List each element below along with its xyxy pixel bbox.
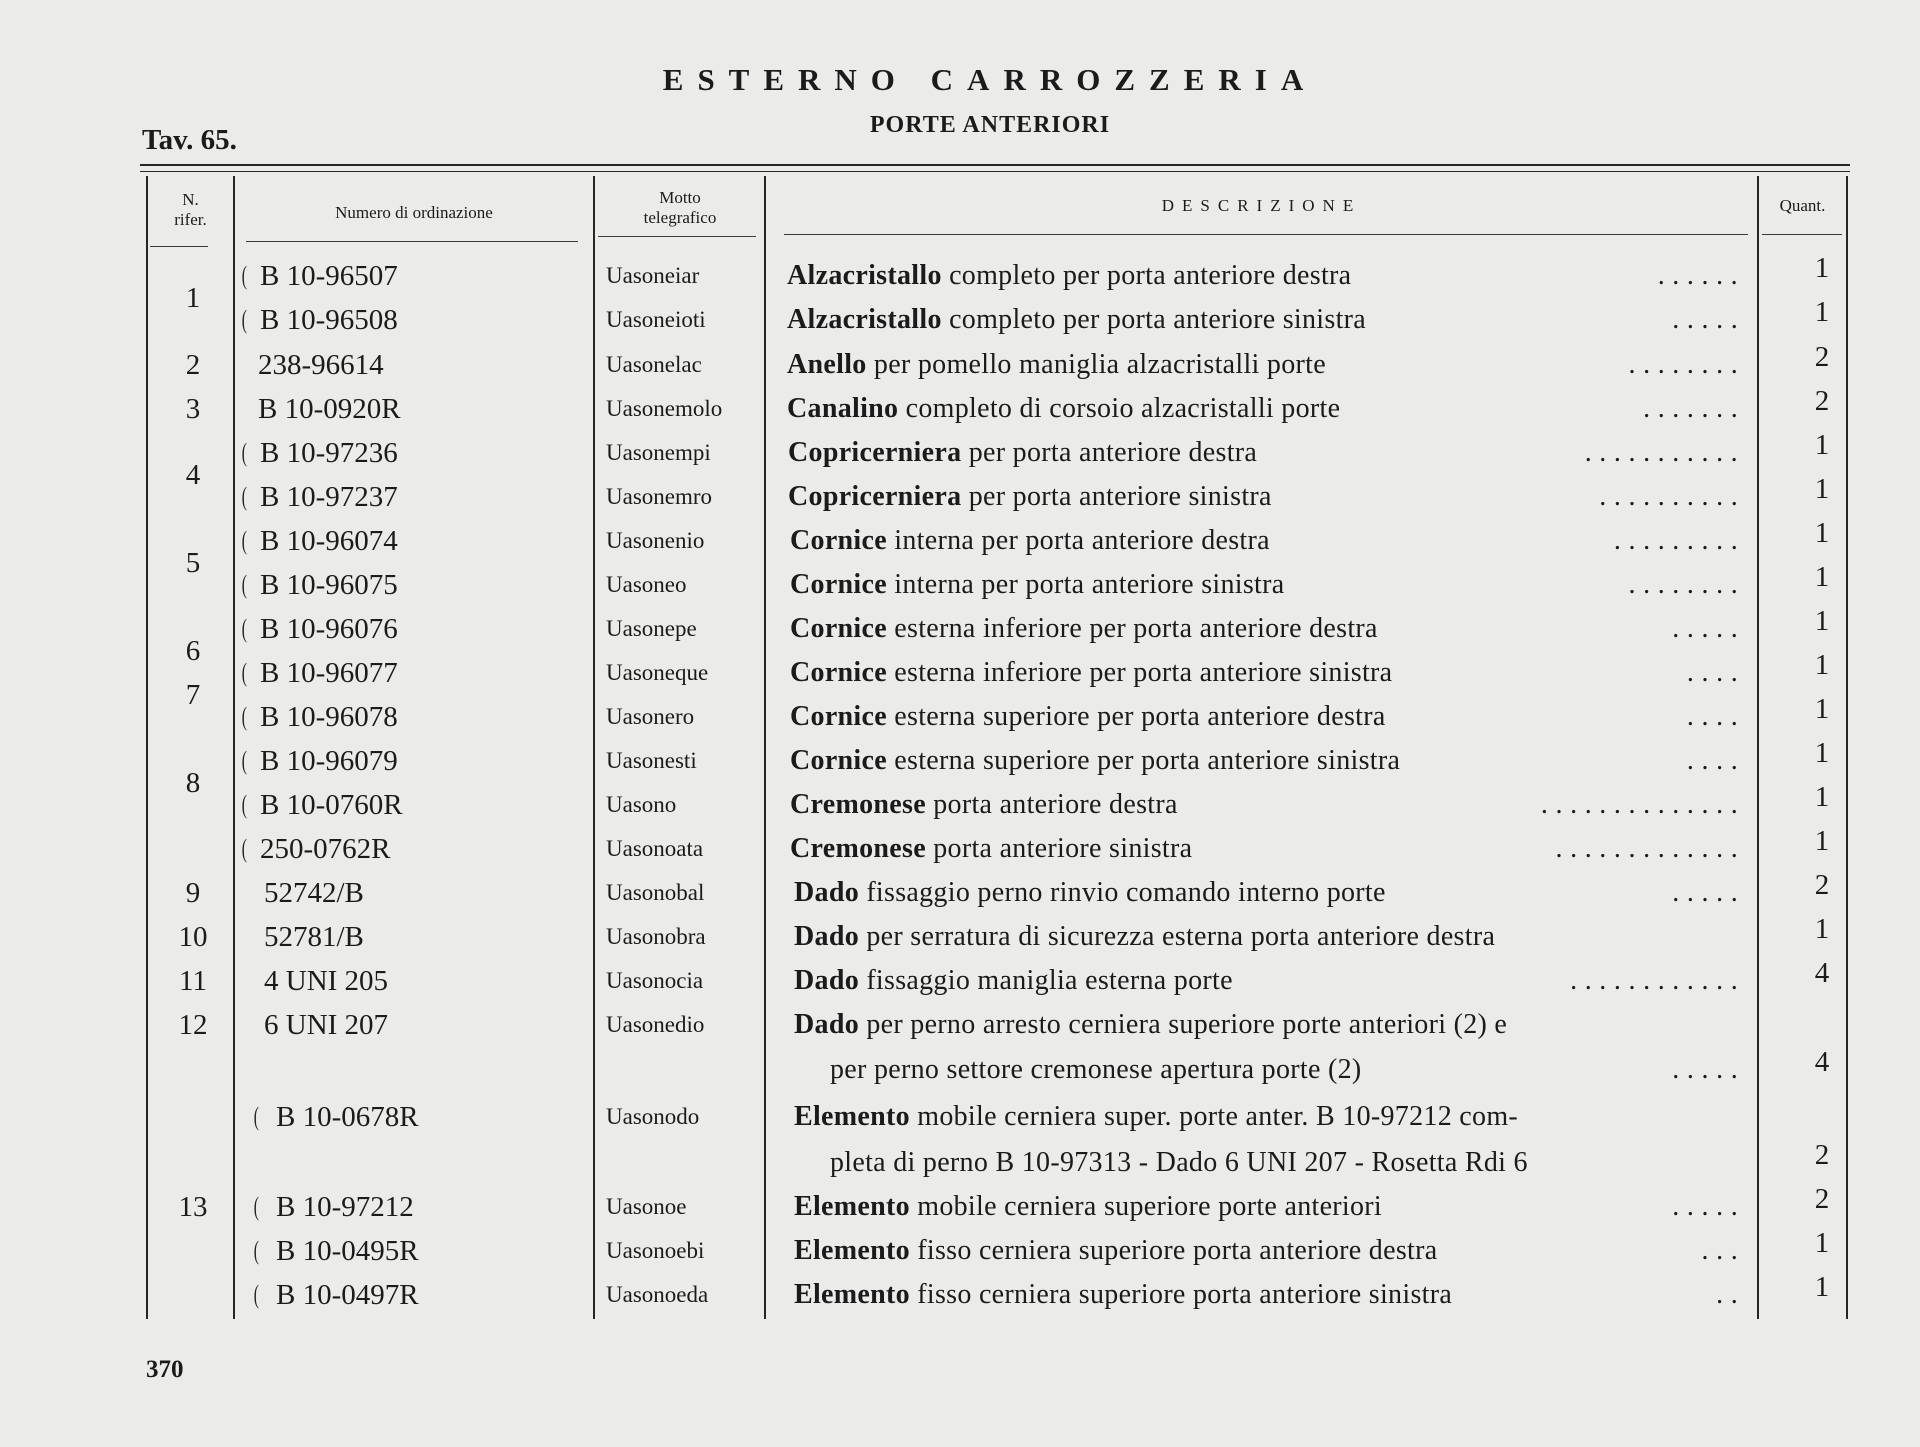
brace-mark: ( bbox=[241, 526, 247, 555]
quantity: 1 bbox=[1814, 605, 1830, 637]
brace-mark: ( bbox=[241, 702, 247, 731]
quantity: 2 bbox=[1814, 1139, 1830, 1171]
part-description bbox=[790, 700, 1386, 734]
telegraph-code: Uasonelac bbox=[606, 352, 702, 377]
ref-number: 1 bbox=[185, 282, 201, 314]
order-number: B 10-0497R bbox=[276, 1279, 419, 1311]
col-rule-code bbox=[593, 176, 595, 1319]
leader-dots: . . . . . . . . bbox=[1628, 349, 1738, 380]
ref-number: 3 bbox=[185, 393, 201, 425]
telegraph-code: Uasonenio bbox=[606, 528, 705, 553]
leader-dots: . . . . bbox=[1686, 745, 1738, 776]
ref-number: 12 bbox=[178, 1009, 208, 1041]
header-description: DESCRIZIONE bbox=[1161, 196, 1362, 215]
leader-dots: . . . . . bbox=[1672, 613, 1738, 644]
brace-mark: ( bbox=[241, 658, 247, 687]
part-detail: per perno arresto cerniera superiore porte anteriori (2) e bbox=[866, 1009, 1508, 1040]
telegraph-code: Uasonepe bbox=[606, 616, 697, 641]
part-name: Cremonese bbox=[790, 789, 926, 820]
part-description bbox=[830, 1146, 1528, 1180]
order-number: B 10-96077 bbox=[260, 657, 398, 689]
telegraph-code: Uasonempi bbox=[606, 440, 711, 465]
part-description bbox=[788, 436, 1257, 470]
col-rule-ref bbox=[233, 176, 235, 1319]
ref-number: 2 bbox=[185, 349, 201, 381]
part-detail: porta anteriore sinistra bbox=[933, 833, 1193, 864]
quantity: 1 bbox=[1814, 737, 1830, 769]
telegraph-code: Uasonoeda bbox=[606, 1282, 709, 1307]
part-description bbox=[787, 348, 1326, 382]
order-number: 52742/B bbox=[264, 877, 364, 909]
col-rule-desc bbox=[1757, 176, 1759, 1319]
quantity: 1 bbox=[1814, 517, 1830, 549]
part-detail: fissaggio maniglia esterna porte bbox=[866, 965, 1233, 996]
leader-dots: . . . . . bbox=[1672, 877, 1738, 908]
header-telegraph bbox=[595, 188, 765, 228]
part-description bbox=[790, 612, 1378, 646]
ref-number: 13 bbox=[178, 1191, 208, 1223]
telegraph-code: Uasonoata bbox=[606, 836, 704, 861]
quantity: 1 bbox=[1814, 1271, 1830, 1303]
leader-dots: . . . . bbox=[1686, 701, 1738, 732]
part-detail: porta anteriore destra bbox=[933, 789, 1178, 820]
part-description bbox=[787, 259, 1351, 293]
part-detail: fisso cerniera superiore porta anteriore destra bbox=[917, 1235, 1438, 1266]
part-description bbox=[794, 1190, 1382, 1224]
leader-dots: . . . . . . bbox=[1657, 260, 1738, 291]
brace-mark: ( bbox=[253, 1236, 259, 1265]
brace-mark: ( bbox=[241, 570, 247, 599]
top-rule-2 bbox=[140, 171, 1850, 172]
quantity: 1 bbox=[1814, 649, 1830, 681]
ref-number: 5 bbox=[185, 547, 201, 579]
part-detail: mobile cerniera super. porte anter. B 10-97212 com- bbox=[917, 1101, 1519, 1132]
part-name: Dado bbox=[794, 965, 859, 996]
leader-dots: . . . . . . . . . bbox=[1613, 525, 1738, 556]
quantity: 1 bbox=[1814, 561, 1830, 593]
telegraph-code: Uasonemolo bbox=[606, 396, 723, 421]
part-description bbox=[790, 788, 1178, 822]
brace-mark: ( bbox=[241, 834, 247, 863]
part-detail: per perno settore cremonese apertura porte (2) bbox=[830, 1054, 1362, 1085]
part-detail: esterna inferiore per porta anteriore destra bbox=[894, 613, 1378, 644]
telegraph-code: Uasonedio bbox=[606, 1012, 705, 1037]
part-detail: completo per porta anteriore destra bbox=[949, 260, 1352, 291]
telegraph-code: Uasonemro bbox=[606, 484, 713, 509]
leader-dots: . . . . . . . . . . . . . . bbox=[1540, 789, 1738, 820]
brace-mark: ( bbox=[241, 746, 247, 775]
telegraph-code: Uasonodo bbox=[606, 1104, 700, 1129]
brace-mark: ( bbox=[241, 790, 247, 819]
quantity: 1 bbox=[1814, 825, 1830, 857]
ref-number: 11 bbox=[179, 965, 207, 997]
part-name: Canalino bbox=[787, 393, 899, 424]
leader-dots: . . . . . . . . . . bbox=[1599, 481, 1738, 512]
part-name: Dado bbox=[794, 921, 859, 952]
brace-mark: ( bbox=[241, 482, 247, 511]
page-subtitle: PORTE ANTERIORI bbox=[869, 112, 1111, 138]
part-name: Elemento bbox=[794, 1101, 910, 1132]
quantity: 1 bbox=[1814, 296, 1830, 328]
telegraph-code: Uasonobra bbox=[606, 924, 706, 949]
part-description bbox=[790, 524, 1270, 558]
order-number: 52781/B bbox=[264, 921, 364, 953]
telegraph-code: Uasoneiar bbox=[606, 263, 700, 288]
part-detail: mobile cerniera superiore porte anteriori bbox=[917, 1191, 1383, 1222]
order-number: B 10-96079 bbox=[260, 745, 398, 777]
header-qty: Quant. bbox=[1779, 196, 1826, 215]
telegraph-code: Uasonoebi bbox=[606, 1238, 705, 1263]
page-number: 370 bbox=[146, 1356, 184, 1383]
part-description bbox=[794, 964, 1233, 998]
col-rule-left bbox=[146, 176, 148, 1319]
telegraph-code: Uasonero bbox=[606, 704, 695, 729]
order-number: B 10-96076 bbox=[260, 613, 398, 645]
part-description bbox=[790, 568, 1284, 602]
header-underline-tele bbox=[598, 236, 756, 237]
quantity: 2 bbox=[1814, 869, 1830, 901]
part-description bbox=[788, 480, 1272, 514]
header-underline-qty bbox=[1762, 234, 1842, 235]
part-name: Copricerniera bbox=[788, 481, 962, 512]
part-name: Elemento bbox=[794, 1191, 910, 1222]
header-underline-ref bbox=[150, 246, 208, 247]
order-number: B 10-97237 bbox=[260, 481, 398, 513]
col-rule-right bbox=[1846, 176, 1848, 1319]
leader-dots: . . . . . . . . . . . . . bbox=[1555, 833, 1738, 864]
quantity: 1 bbox=[1814, 429, 1830, 461]
part-name: Dado bbox=[794, 1009, 859, 1040]
ref-number: 4 bbox=[185, 459, 201, 491]
part-detail: per pomello maniglia alzacristalli porte bbox=[873, 349, 1326, 380]
ref-number: 8 bbox=[185, 767, 201, 799]
part-description bbox=[790, 744, 1400, 778]
part-name: Cornice bbox=[790, 701, 887, 732]
part-description bbox=[790, 832, 1192, 866]
brace-mark: ( bbox=[241, 261, 247, 290]
telegraph-code: Uasonobal bbox=[606, 880, 705, 905]
part-name: Alzacristallo bbox=[787, 260, 942, 291]
leader-dots: . . . . . . . . . . . . bbox=[1570, 965, 1738, 996]
part-description bbox=[787, 303, 1366, 337]
part-name: Anello bbox=[787, 349, 867, 380]
part-name: Cremonese bbox=[790, 833, 926, 864]
quantity: 1 bbox=[1814, 781, 1830, 813]
part-description bbox=[794, 1008, 1507, 1042]
part-name: Cornice bbox=[790, 569, 887, 600]
part-name: Cornice bbox=[790, 525, 887, 556]
header-telegraph-line1: Motto bbox=[659, 188, 701, 207]
part-detail: per porta anteriore sinistra bbox=[968, 481, 1272, 512]
order-number: B 10-0760R bbox=[260, 789, 403, 821]
part-detail: esterna superiore per porta anteriore sinistra bbox=[894, 745, 1401, 776]
part-detail: completo di corsoio alzacristalli porte bbox=[905, 393, 1341, 424]
part-name: Elemento bbox=[794, 1235, 910, 1266]
part-detail: interna per porta anteriore destra bbox=[894, 525, 1270, 556]
quantity: 2 bbox=[1814, 341, 1830, 373]
brace-mark: ( bbox=[241, 438, 247, 467]
order-number: 6 UNI 207 bbox=[264, 1009, 389, 1041]
ref-number: 9 bbox=[185, 877, 201, 909]
leader-dots: . . . . . bbox=[1672, 1054, 1738, 1085]
brace-mark: ( bbox=[253, 1280, 259, 1309]
quantity: 2 bbox=[1814, 385, 1830, 417]
order-number: 250-0762R bbox=[260, 833, 391, 865]
brace-mark: ( bbox=[253, 1102, 259, 1131]
telegraph-code: Uasonocia bbox=[606, 968, 704, 993]
order-number: B 10-96074 bbox=[260, 525, 398, 557]
leader-dots: . . . . . . . . bbox=[1628, 569, 1738, 600]
telegraph-code: Uasonesti bbox=[606, 748, 697, 773]
order-number: B 10-96508 bbox=[260, 304, 398, 336]
part-detail: fissaggio perno rinvio comando interno porte bbox=[866, 877, 1386, 908]
page-title: ESTERNO CARROZZERIA bbox=[662, 62, 1318, 97]
header-ref bbox=[148, 190, 233, 230]
part-description bbox=[794, 1278, 1452, 1312]
part-name: Cornice bbox=[790, 613, 887, 644]
brace-mark: ( bbox=[241, 305, 247, 334]
quantity: 2 bbox=[1814, 1183, 1830, 1215]
part-name: Elemento bbox=[794, 1279, 910, 1310]
header-telegraph-line2: telegrafico bbox=[643, 208, 717, 227]
order-number: B 10-96507 bbox=[260, 260, 398, 292]
header-ref-line2: rifer. bbox=[174, 210, 207, 229]
part-description bbox=[790, 656, 1392, 690]
table-number: Tav. 65. bbox=[142, 124, 237, 156]
quantity: 1 bbox=[1814, 252, 1830, 284]
part-detail: esterna superiore per porta anteriore destra bbox=[894, 701, 1386, 732]
part-detail: per serratura di sicurezza esterna porta anteriore destra bbox=[866, 921, 1496, 952]
part-description bbox=[794, 876, 1386, 910]
order-number: B 10-97236 bbox=[260, 437, 398, 469]
leader-dots: . . . . . . . bbox=[1643, 393, 1738, 424]
quantity: 1 bbox=[1814, 693, 1830, 725]
part-detail: fisso cerniera superiore porta anteriore sinistra bbox=[917, 1279, 1453, 1310]
order-number: B 10-97212 bbox=[276, 1191, 414, 1223]
order-number: B 10-0495R bbox=[276, 1235, 419, 1267]
brace-mark: ( bbox=[241, 614, 247, 643]
quantity: 4 bbox=[1814, 1046, 1830, 1078]
telegraph-code: Uasono bbox=[606, 792, 677, 817]
order-number: B 10-96078 bbox=[260, 701, 398, 733]
ref-number: 7 bbox=[185, 679, 201, 711]
quantity: 1 bbox=[1814, 1227, 1830, 1259]
leader-dots: . . . . bbox=[1686, 657, 1738, 688]
leader-dots: . . . . . bbox=[1672, 1191, 1738, 1222]
part-description bbox=[794, 1234, 1437, 1268]
part-name: Alzacristallo bbox=[787, 304, 942, 335]
telegraph-code: Uasoneo bbox=[606, 572, 687, 597]
part-name: Cornice bbox=[790, 745, 887, 776]
header-code: Numero di ordinazione bbox=[335, 203, 493, 222]
part-detail: pleta di perno B 10-97313 - Dado 6 UNI 207 - Rosetta Rdi 6 bbox=[830, 1147, 1528, 1178]
quantity: 1 bbox=[1814, 913, 1830, 945]
telegraph-code: Uasonoe bbox=[606, 1194, 687, 1219]
part-detail: completo per porta anteriore sinistra bbox=[949, 304, 1367, 335]
order-number: B 10-0678R bbox=[276, 1101, 419, 1133]
part-description bbox=[794, 1100, 1518, 1134]
header-underline-code bbox=[246, 241, 578, 242]
part-name: Dado bbox=[794, 877, 859, 908]
part-name: Copricerniera bbox=[788, 437, 962, 468]
quantity: 1 bbox=[1814, 473, 1830, 505]
col-rule-tele bbox=[764, 176, 766, 1319]
order-number: B 10-0920R bbox=[258, 393, 401, 425]
quantity: 4 bbox=[1814, 957, 1830, 989]
part-detail: per porta anteriore destra bbox=[968, 437, 1258, 468]
top-rule bbox=[140, 164, 1850, 166]
leader-dots: . . bbox=[1716, 1279, 1738, 1310]
part-detail: interna per porta anteriore sinistra bbox=[894, 569, 1285, 600]
ref-number: 10 bbox=[178, 921, 208, 953]
leader-dots: . . . . . . . . . . . bbox=[1584, 437, 1738, 468]
telegraph-code: Uasoneque bbox=[606, 660, 709, 685]
part-name: Cornice bbox=[790, 657, 887, 688]
leader-dots: . . . . . bbox=[1672, 304, 1738, 335]
order-number: 4 UNI 205 bbox=[264, 965, 389, 997]
header-underline-desc bbox=[784, 234, 1748, 235]
order-number: B 10-96075 bbox=[260, 569, 398, 601]
telegraph-code: Uasoneioti bbox=[606, 307, 706, 332]
header-ref-line1: N. bbox=[182, 190, 199, 209]
part-description bbox=[794, 920, 1495, 954]
part-description bbox=[830, 1053, 1362, 1087]
leader-dots: . . . bbox=[1701, 1235, 1738, 1266]
order-number: 238-96614 bbox=[258, 349, 384, 381]
ref-number: 6 bbox=[185, 635, 201, 667]
part-detail: esterna inferiore per porta anteriore sinistra bbox=[894, 657, 1393, 688]
brace-mark: ( bbox=[253, 1192, 259, 1221]
part-description bbox=[787, 392, 1340, 426]
